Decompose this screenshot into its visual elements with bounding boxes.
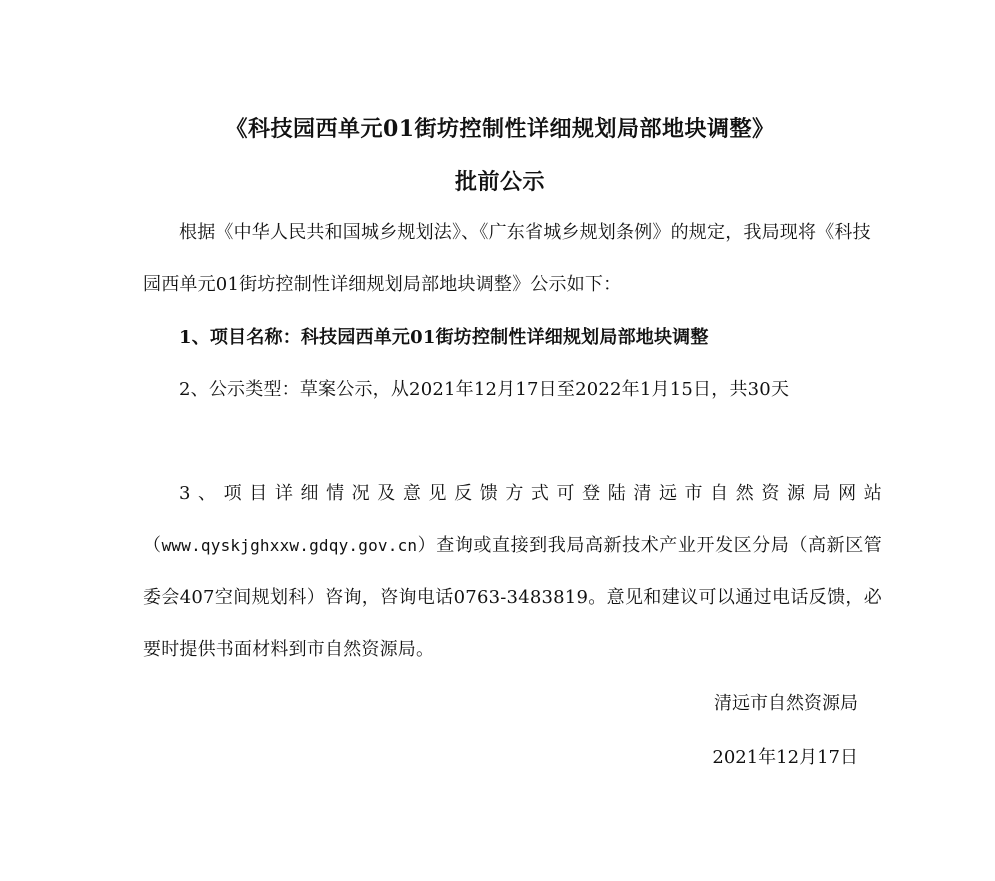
publicity-type-text: 草案公示，从2021年12月17日至2022年1月15日，共30天 [299,379,790,400]
publicity-type-label: 2、公示类型： [179,379,300,400]
document-subtitle: 批前公示 [454,169,545,195]
feedback-method-text-start: 3、项目详细情况及意见反馈方式可登陆清远市自然资源局网站（ [143,483,882,556]
publicity-type-item [143,364,882,416]
signature-date: 2021年12月17日 [712,747,858,768]
signature-organization: 清远市自然资源局 [714,693,858,714]
feedback-method-text-end: ）查询或直接到我局高新技术产业开发区分局（高新区管委会407空间规划科）咨询，咨询电话0763-3483819。意见和建议可以通过电话反馈，必要时提供书面材料到市自然资源局。 [143,535,882,660]
feedback-method-item [143,468,882,676]
website-url: www.qyskjghxxw.gdqy.gov.cn [161,536,418,555]
intro-paragraph: 根据《中华人民共和国城乡规划法》、《广东省城乡规划条例》的规定，我局现将《科技园西单元01街坊控制性详细规划局部地块调整》公示如下： [143,222,871,295]
project-name-item: 1、项目名称：科技园西单元01街坊控制性详细规划局部地块调整 [179,327,709,348]
document-title: 《科技园西单元01街坊控制性详细规划局部地块调整》 [225,116,775,142]
